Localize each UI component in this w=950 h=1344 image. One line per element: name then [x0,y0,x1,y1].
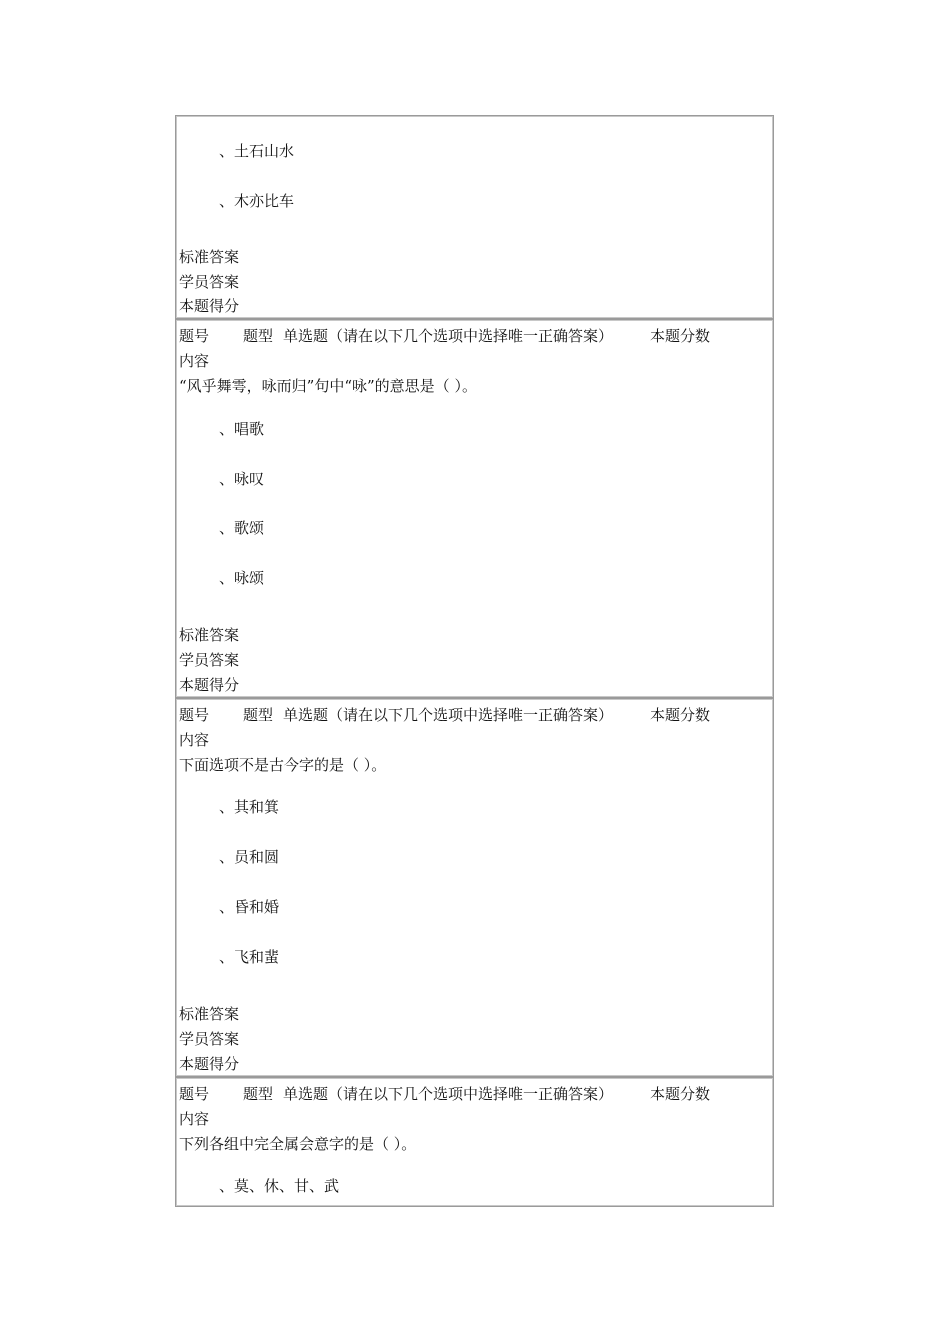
question-type-label: 题型 [243,706,274,724]
option-b: 、员和圆 [219,848,280,866]
question-no-label: 题号 [179,327,210,345]
score-label: 本题分数 [650,327,711,345]
question-no-label: 题号 [179,1085,210,1103]
question-no-label: 题号 [179,706,210,724]
standard-answer-label: 标准答案 [179,248,240,266]
student-answer-label: 学员答案 [179,273,240,291]
earned-score-label: 本题得分 [179,676,240,694]
question-stem: “风乎舞雩，咏而归”句中“咏”的意思是（ ）。 [179,377,477,395]
standard-answer-label: 标准答案 [179,1005,240,1023]
content-label: 内容 [179,1110,210,1128]
option-b: 、木亦比车 [219,192,295,210]
option-b: 、咏叹 [219,470,265,488]
option-a: 、其和箕 [219,798,280,816]
question-block-4 [175,1077,774,1207]
option-c: 、歌颂 [219,519,265,537]
question-type-value: 单选题（请在以下几个选项中选择唯一正确答案） [283,706,614,724]
option-d: 、飞和蜚 [219,948,280,966]
option-a: 、唱歌 [219,420,265,438]
earned-score-label: 本题得分 [179,297,240,315]
option-d: 、咏颂 [219,569,265,587]
option-a: 、土石山水 [219,142,295,160]
question-block-3 [175,698,774,1077]
question-type-label: 题型 [243,327,274,345]
student-answer-label: 学员答案 [179,651,240,669]
question-stem: 下列各组中完全属会意字的是（ ）。 [179,1135,417,1153]
question-block-1 [175,115,774,319]
student-answer-label: 学员答案 [179,1030,240,1048]
question-stem: 下面选项不是古今字的是（ ）。 [179,756,387,774]
score-label: 本题分数 [650,706,711,724]
question-block-2 [175,319,774,698]
question-type-label: 题型 [243,1085,274,1103]
score-label: 本题分数 [650,1085,711,1103]
earned-score-label: 本题得分 [179,1055,240,1073]
standard-answer-label: 标准答案 [179,626,240,644]
question-type-value: 单选题（请在以下几个选项中选择唯一正确答案） [283,1085,614,1103]
content-label: 内容 [179,352,210,370]
question-type-value: 单选题（请在以下几个选项中选择唯一正确答案） [283,327,614,345]
option-a: 、莫、休、甘、武 [219,1177,340,1195]
option-c: 、昏和婚 [219,898,280,916]
content-label: 内容 [179,731,210,749]
